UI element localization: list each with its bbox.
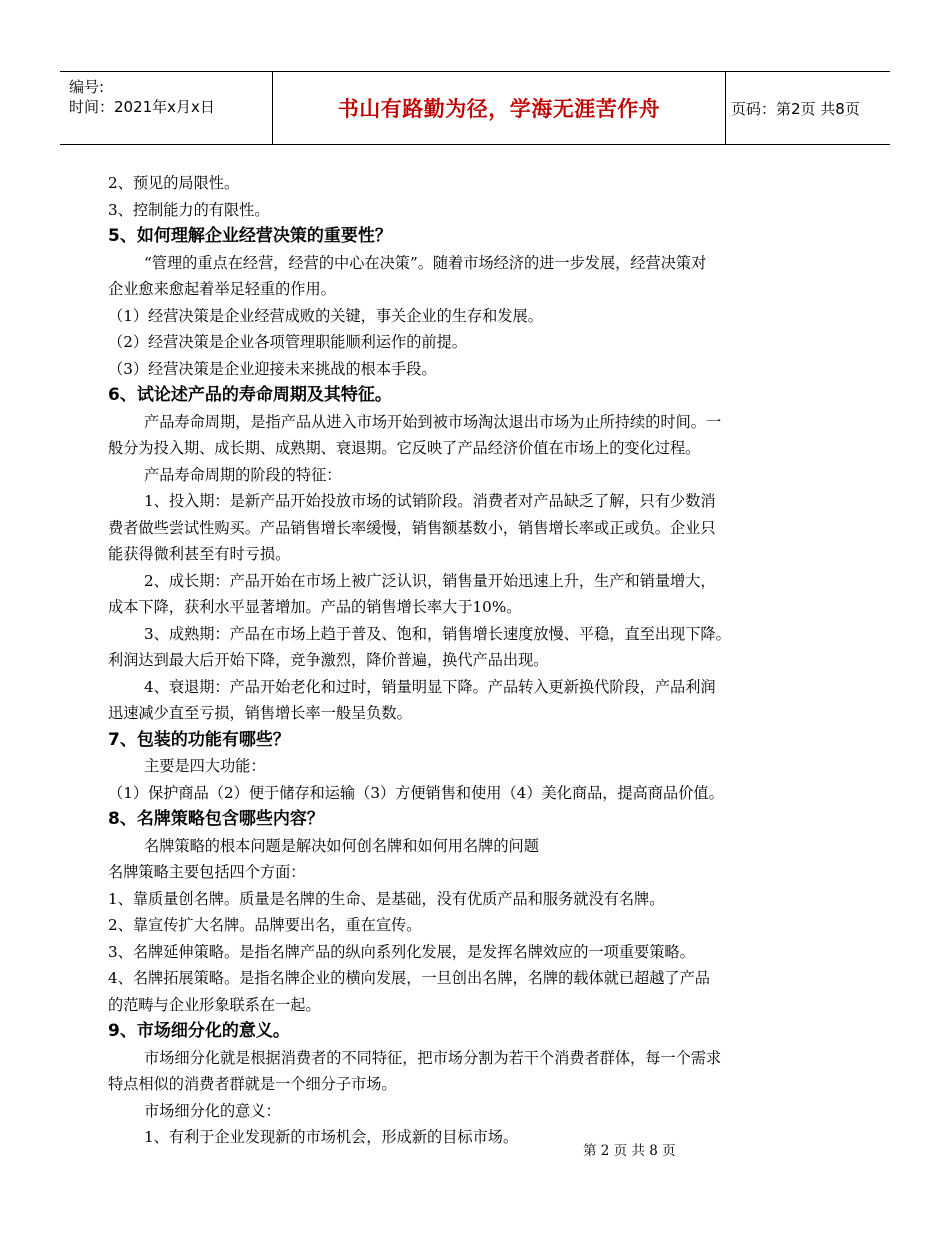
text-line: 企业愈来愈起着举足轻重的作用。 xyxy=(108,280,336,298)
text-line: 的范畴与企业形象联系在一起。 xyxy=(108,995,321,1014)
text-line: 市场细分化的意义： xyxy=(144,1101,281,1120)
document-header xyxy=(60,71,890,145)
section-heading: 5、如何理解企业经营决策的重要性？ xyxy=(108,226,392,246)
text-line: 3、控制能力的有限性。 xyxy=(108,200,270,219)
text-line: 1、靠质量创名牌。质量是名牌的生命、是基础，没有优质产品和服务就没有名牌。 xyxy=(108,889,665,908)
text-line: 产品寿命周期，是指产品从进入市场开始到被市场淘汰退出市场为止所持续的时间。一 xyxy=(144,412,722,431)
text-line: 迅速减少直至亏损，销售增长率一般呈负数。 xyxy=(108,704,412,722)
text-line: 特点相似的消费者群就是一个细分子市场。 xyxy=(108,1075,397,1093)
text-line: 2、靠宣传扩大名牌。品牌要出名，重在宣传。 xyxy=(108,916,422,934)
text-line: 成本下降，获利水平显著增加。产品的销售增长率大于10%。 xyxy=(108,598,522,616)
text-line: 利润达到最大后开始下降，竞争激烈，降价普遍，换代产品出现。 xyxy=(108,651,549,669)
text-line: （1）经营决策是企业经营成败的关键，事关企业的生存和发展。 xyxy=(108,306,543,325)
number-label: 编号: xyxy=(69,78,105,96)
text-line: 4、衰退期：产品开始老化和过时，销量明显下降。产品转入更新换代阶段，产品利润 xyxy=(144,677,716,696)
header-motto-cell xyxy=(272,72,726,144)
text-line: 般分为投入期、成长期、成熟期、衰退期。它反映了产品经济价值在市场上的变化过程。 xyxy=(108,439,701,457)
motto-text: 书山有路勤为径，学海无涯苦作舟 xyxy=(337,97,661,121)
text-line: 3、名牌延伸策略。是指名牌产品的纵向系列化发展，是发挥名牌效应的一项重要策略。 xyxy=(108,942,695,961)
text-line: “管理的重点在经营，经营的中心在决策”。随着市场经济的进一步发展，经营决策对 xyxy=(144,253,707,272)
section-heading: 8、名牌策略包含哪些内容？ xyxy=(108,809,324,829)
section-heading: 7、包装的功能有哪些？ xyxy=(108,729,290,750)
document-body xyxy=(108,170,820,1151)
text-line: 2、预见的局限性。 xyxy=(108,174,240,192)
text-line: 市场细分化就是根据消费者的不同特征，把市场分割为若干个消费者群体，每一个需求 xyxy=(144,1048,722,1067)
section-heading: 9、市场细分化的意义。 xyxy=(108,1021,290,1041)
text-line: （1）保护商品（2）便于储存和运输（3）方便销售和使用（4）美化商品，提高商品价值。 xyxy=(108,783,724,802)
page-code: 页码：第2页 共8页 xyxy=(731,99,860,118)
text-line: 4、名牌拓展策略。是指名牌企业的横向发展，一旦创出名牌，名牌的载体就已超越了产品 xyxy=(108,969,710,987)
text-line: 名牌策略的根本问题是解决如何创名牌和如何用名牌的问题 xyxy=(144,836,539,855)
text-line: 费者做些尝试性购买。产品销售增长率缓慢，销售额基数小，销售增长率或正或负。企业只 xyxy=(108,518,716,537)
text-line: 2、成长期：产品开始在市场上被广泛认识，销售量开始迅速上升，生产和销量增大， xyxy=(144,571,716,590)
text-line: 3、成熟期：产品在市场上趋于普及、饱和，销售增长速度放慢、平稳，直至出现下降。 xyxy=(144,624,731,643)
section-heading: 6、试论述产品的寿命周期及其特征。 xyxy=(108,385,392,405)
text-line: 名牌策略主要包括四个方面： xyxy=(108,863,306,881)
text-line: （3）经营决策是企业迎接未来挑战的根本手段。 xyxy=(108,359,437,378)
text-line: 产品寿命周期的阶段的特征： xyxy=(144,465,342,484)
text-line: 能获得微利甚至有时亏损。 xyxy=(108,545,291,563)
page-footer: 第 2 页 共 8 页 xyxy=(583,1143,676,1159)
time-label: 时间：2021年x月x日 xyxy=(69,98,215,116)
header-page-cell xyxy=(725,72,896,144)
text-line: 1、投入期：是新产品开始投放市场的试销阶段。消费者对产品缺乏了解，只有少数消 xyxy=(144,492,716,510)
text-line: （2）经营决策是企业各项管理职能顺利运作的前提。 xyxy=(108,333,467,351)
text-line: 1、有利于企业发现新的市场机会，形成新的目标市场。 xyxy=(144,1128,519,1146)
text-line: 主要是四大功能： xyxy=(144,757,266,775)
header-left-cell xyxy=(60,72,272,144)
